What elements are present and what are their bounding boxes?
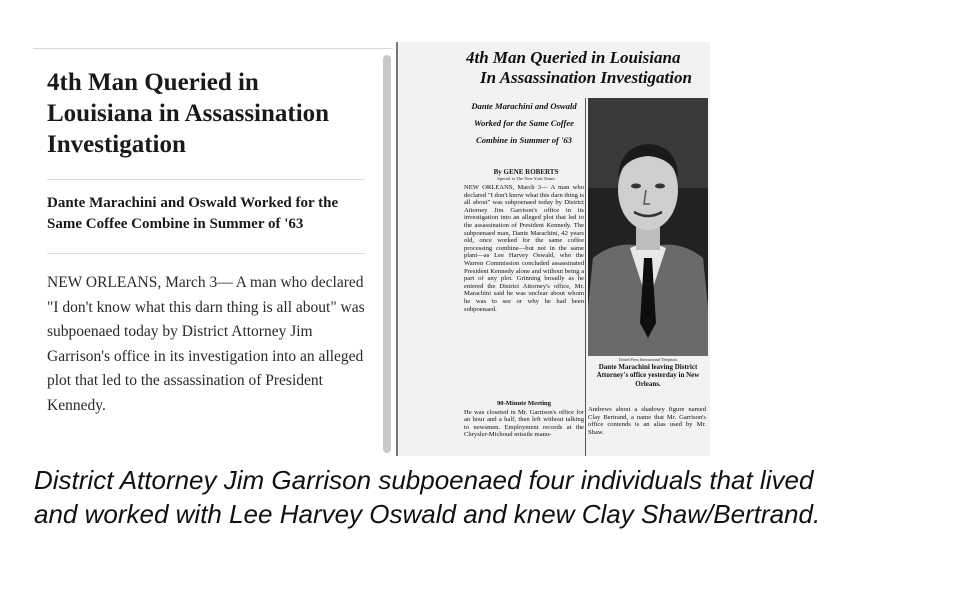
clipping-column2-text: Andrews about a shadowy figure named Clay Bertrand, a name that Mr. Garrison's office contends is an alias used by Mr. Shaw.	[588, 406, 706, 436]
divider	[47, 179, 365, 180]
web-headline: 4th Man Queried in Louisiana in Assassination Investigation	[47, 69, 330, 158]
clipping-deck-line: Combine in Summer of '63	[476, 135, 572, 145]
caption-line2: and worked with Lee Harvey Oswald and knew Clay Shaw/Bertrand.	[34, 499, 821, 529]
clipping-continued-text: He was closeted in Mr. Garrison's office for an hour and a half, then left without talking to newsmen. Employment records at the Chrysler-Michoud missile manu-	[464, 408, 584, 439]
scrollbar[interactable]	[383, 55, 391, 453]
clipping-deck	[464, 98, 584, 149]
clipping-column-text: NEW ORLEANS, March 3— A man who declared "I don't know what this darn thing is all about" was subpoenaed today by District Attorney Jim Garrison's office in its investigation into an alleged plot that led to the assassination of President Kennedy. The subpoenaed man, Dante Marachini, 42 years old, once worked for the same coffee processing combine—but not in the same plant—as Lee Harvey Oswald, who the Warren Commission concluded assassinated President Kennedy alone and without being a part of any plot. Grinning broadly as he entered the District Attorney's office, Mr. Marachini said he was unclear about whom he was to see or why he had been subpoenaed.	[464, 184, 584, 313]
web-lede-paragraph: NEW ORLEANS, March 3— A man who declared "I don't know what this darn thing is all about" was subpoenaed today by District Attorney Jim Garrison's office in its investigation into an alleged plot that led to the assassination of President Kennedy.	[47, 274, 365, 414]
newspaper-clipping	[396, 42, 710, 456]
image-caption	[34, 463, 974, 531]
clipping-headline-line1: 4th Man Queried in Louisiana	[466, 48, 681, 67]
caption-line1: District Attorney Jim Garrison subpoenaed four individuals that lived	[34, 465, 814, 495]
photo-caption: Dante Marachini leaving District Attorney's office yesterday in New Orleans.	[596, 363, 700, 388]
portrait-photo	[588, 98, 708, 356]
photo-credit: United Press International Telephoto	[618, 357, 678, 362]
web-subheadline: Dante Marachini and Oswald Worked for the Same Coffee Combine in Summer of '63	[47, 195, 339, 232]
clipping-headline-line2: In Assassination Investigation	[480, 68, 692, 87]
column-rule	[585, 98, 586, 456]
clipping-deck-line: Worked for the Same Coffee	[474, 118, 574, 128]
clipping-deck-line: Dante Marachini and Oswald	[471, 101, 577, 111]
divider	[47, 253, 365, 254]
clipping-subhead: 90-Minute Meeting	[496, 400, 552, 407]
clipping-column-text-continued	[464, 400, 584, 456]
web-article-panel	[33, 48, 393, 457]
clipping-byline	[466, 168, 586, 181]
clipping-headline	[466, 48, 710, 88]
byline-name: By GENE ROBERTS	[493, 168, 559, 176]
man-portrait-image	[588, 98, 708, 356]
byline-special: Special to The New York Times	[497, 176, 555, 181]
